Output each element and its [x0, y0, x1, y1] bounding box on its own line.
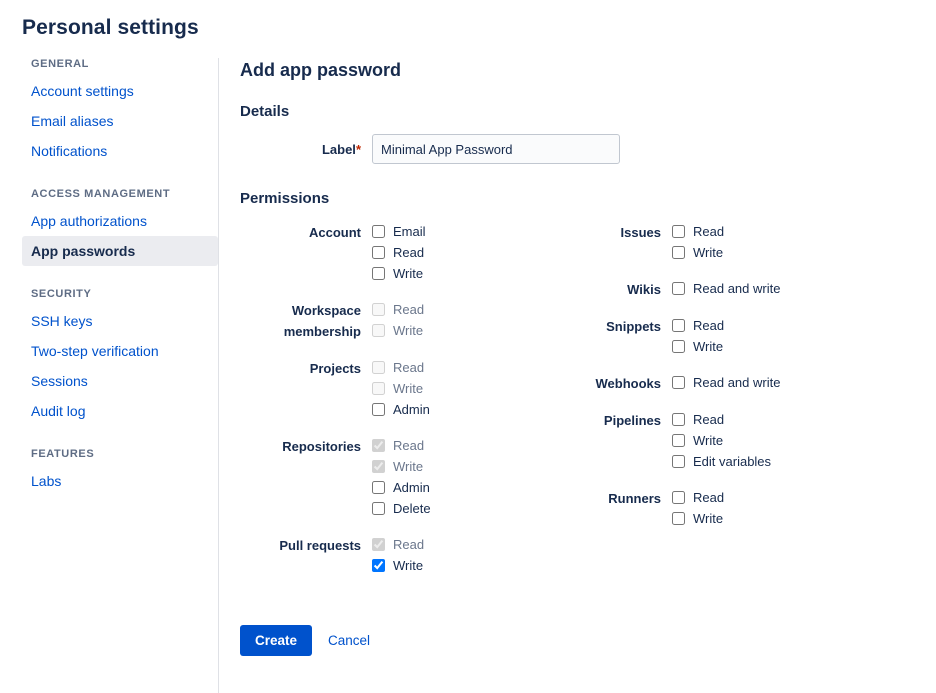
checkbox-wikis-read-and-write[interactable]: [672, 282, 685, 295]
permission-option: [372, 299, 540, 320]
permission-group-label: Pipelines: [603, 413, 661, 428]
permission-group-pipelines: [540, 409, 800, 472]
checkbox-runners-write[interactable]: [672, 512, 685, 525]
permission-group-label: Workspace membership: [283, 303, 361, 339]
permission-option-label: Delete: [393, 501, 431, 516]
permission-group-issues: [540, 221, 800, 263]
checkbox-projects-admin[interactable]: [372, 403, 385, 416]
permission-options: [372, 435, 540, 519]
permissions-section-title: Permissions: [240, 190, 330, 207]
checkbox-pull-requests-write[interactable]: [372, 559, 385, 572]
permission-option: [672, 508, 800, 529]
checkbox-account-write[interactable]: [372, 267, 385, 280]
permission-option: [672, 336, 800, 357]
checkbox-repositories-write: [372, 460, 385, 473]
permission-option: [372, 435, 540, 456]
sidebar-item-app-passwords[interactable]: App passwords: [22, 236, 218, 266]
permission-option-label: Write: [393, 266, 424, 281]
main-heading: Add app password: [240, 60, 402, 80]
permission-option-label: Read: [393, 438, 425, 453]
permission-options: [372, 534, 540, 576]
sidebar-item-two-step-verification[interactable]: Two-step verification: [31, 343, 159, 359]
permission-option: [672, 409, 800, 430]
checkbox-account-email[interactable]: [372, 225, 385, 238]
label-field-row: [240, 134, 936, 164]
permission-option: [672, 372, 800, 393]
sidebar-group-title: ACCESS MANAGEMENT: [31, 188, 171, 200]
checkbox-workspace-membership-read: [372, 303, 385, 316]
permission-group-repositories: [240, 435, 540, 519]
permission-option-label: Write: [693, 433, 724, 448]
checkbox-repositories-read: [372, 439, 385, 452]
required-indicator: *: [355, 141, 361, 157]
main-content: [219, 58, 936, 656]
permission-group-label: Repositories: [282, 439, 361, 454]
sidebar-item-sessions[interactable]: Sessions: [31, 373, 88, 389]
permission-option: [372, 242, 540, 263]
permission-group-label: Pull requests: [279, 538, 361, 553]
checkbox-runners-read[interactable]: [672, 491, 685, 504]
sidebar-item-notifications[interactable]: Notifications: [31, 143, 108, 159]
permission-option-label: Read: [693, 224, 725, 239]
sidebar-item-labs[interactable]: Labs: [31, 473, 62, 489]
permission-group-account: [240, 221, 540, 284]
permission-options: [672, 315, 800, 357]
permissions-column-left: [240, 221, 540, 591]
permission-group-projects: [240, 357, 540, 420]
permission-option: [372, 477, 540, 498]
permission-group-pull-requests: [240, 534, 540, 576]
permission-group-label: Issues: [620, 225, 661, 240]
permission-option: [372, 357, 540, 378]
permission-options: [372, 357, 540, 420]
permission-option-label: Read: [393, 360, 425, 375]
permission-group-webhooks: [540, 372, 800, 394]
permission-option-label: Write: [393, 558, 424, 573]
permission-option: [672, 221, 800, 242]
permission-options: [672, 487, 800, 529]
checkbox-snippets-read[interactable]: [672, 319, 685, 332]
permission-group-label: Wikis: [627, 282, 661, 297]
checkbox-issues-read[interactable]: [672, 225, 685, 238]
permission-group-label: Projects: [309, 361, 361, 376]
permission-option-label: Write: [693, 245, 724, 260]
sidebar-group: [22, 188, 218, 266]
permission-option-label: Edit variables: [693, 454, 772, 469]
sidebar-group-title: SECURITY: [31, 288, 92, 300]
checkbox-pipelines-read[interactable]: [672, 413, 685, 426]
permission-option: [672, 451, 800, 472]
sidebar-item-app-authorizations[interactable]: App authorizations: [31, 213, 147, 229]
checkbox-repositories-delete[interactable]: [372, 502, 385, 515]
permission-option-label: Admin: [393, 402, 430, 417]
sidebar-item-ssh-keys[interactable]: SSH keys: [31, 313, 93, 329]
permission-options: [672, 409, 800, 472]
sidebar-group: [22, 448, 218, 496]
permission-option-label: Read: [693, 412, 725, 427]
form-actions: [240, 625, 936, 656]
checkbox-issues-write[interactable]: [672, 246, 685, 259]
checkbox-snippets-write[interactable]: [672, 340, 685, 353]
create-button[interactable]: Create: [240, 625, 312, 656]
sidebar: [0, 58, 219, 693]
permission-option: [672, 430, 800, 451]
sidebar-group-title: GENERAL: [31, 58, 89, 70]
permission-options: [672, 221, 800, 263]
permission-group-label: Runners: [608, 491, 661, 506]
permission-group-label: Webhooks: [595, 376, 661, 391]
label-field-label: [240, 142, 372, 157]
sidebar-item-audit-log[interactable]: Audit log: [31, 403, 86, 419]
sidebar-group: [22, 58, 218, 166]
permission-option-label: Write: [693, 511, 724, 526]
permission-group-snippets: [540, 315, 800, 357]
permission-group-label: Snippets: [606, 319, 661, 334]
checkbox-repositories-admin[interactable]: [372, 481, 385, 494]
checkbox-pipelines-write[interactable]: [672, 434, 685, 447]
checkbox-webhooks-read-and-write[interactable]: [672, 376, 685, 389]
permission-option: [672, 242, 800, 263]
permission-option: [372, 456, 540, 477]
permission-option: [672, 487, 800, 508]
permission-option-label: Write: [693, 339, 724, 354]
settings-layout: [0, 58, 936, 693]
permission-option: [372, 534, 540, 555]
permission-options: [372, 221, 540, 284]
permission-options: [372, 299, 540, 342]
permission-option: [372, 221, 540, 242]
checkbox-workspace-membership-write: [372, 324, 385, 337]
checkbox-pipelines-edit-variables[interactable]: [672, 455, 685, 468]
details-section-title: Details: [240, 103, 290, 120]
label-field-text: Label: [321, 141, 356, 157]
page-title: Personal settings: [22, 16, 199, 39]
checkbox-projects-read: [372, 361, 385, 374]
permission-option: [372, 263, 540, 284]
permission-option-label: Write: [393, 323, 424, 338]
checkbox-pull-requests-read: [372, 538, 385, 551]
permission-group-label: Account: [309, 225, 361, 240]
permission-group-runners: [540, 487, 800, 529]
permissions-column-right: [540, 221, 800, 591]
permission-option-label: Read and write: [693, 375, 781, 390]
permission-option: [672, 278, 800, 299]
sidebar-item-account-settings[interactable]: Account settings: [31, 83, 134, 99]
permission-option-label: Read: [693, 490, 725, 505]
permission-option: [372, 378, 540, 399]
checkbox-projects-write: [372, 382, 385, 395]
checkbox-account-read[interactable]: [372, 246, 385, 259]
permission-option-label: Read: [393, 537, 425, 552]
permission-option-label: Write: [393, 381, 424, 396]
permission-option: [372, 320, 540, 341]
permission-option: [372, 399, 540, 420]
permission-option: [672, 315, 800, 336]
permission-group-wikis: [540, 278, 800, 300]
permission-options: [672, 278, 800, 300]
permission-options: [672, 372, 800, 394]
sidebar-group: [22, 288, 218, 426]
permission-group-workspace-membership: [240, 299, 540, 342]
sidebar-group-title: FEATURES: [31, 448, 95, 460]
permission-option: [372, 498, 540, 519]
label-input[interactable]: [372, 134, 620, 164]
permissions-grid: [240, 221, 936, 591]
permission-option-label: Read and write: [693, 281, 781, 296]
permission-option: [372, 555, 540, 576]
permission-option-label: Read: [693, 318, 725, 333]
cancel-link[interactable]: Cancel: [328, 633, 371, 648]
permission-option-label: Read: [393, 245, 425, 260]
permission-option-label: Write: [393, 459, 424, 474]
permission-option-label: Email: [393, 224, 426, 239]
permission-option-label: Admin: [393, 480, 430, 495]
permission-option-label: Read: [393, 302, 425, 317]
sidebar-item-email-aliases[interactable]: Email aliases: [31, 113, 114, 129]
